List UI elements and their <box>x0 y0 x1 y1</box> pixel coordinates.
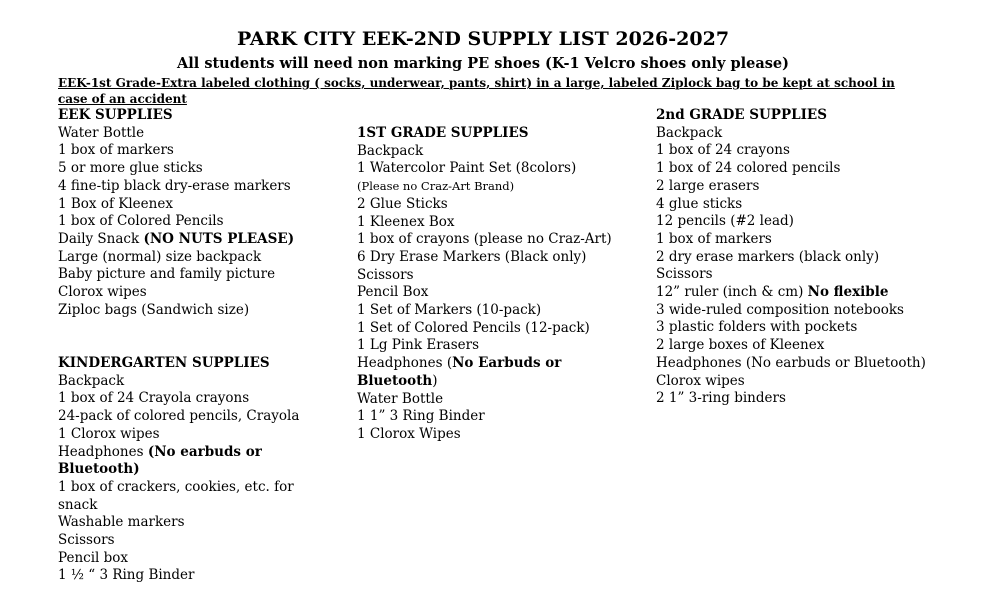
list-item: Washable markers <box>58 514 185 531</box>
list-item-text: Daily Snack <box>58 230 144 247</box>
second-grade-heading: 2nd GRADE SUPPLIES <box>656 107 827 123</box>
list-item: 2 large boxes of Kleenex <box>656 337 825 354</box>
list-item: 12 pencils (#2 lead) <box>656 213 794 230</box>
list-item-text: Headphones <box>58 443 148 460</box>
list-item <box>357 355 622 390</box>
list-item: 2 1” 3-ring binders <box>656 390 786 407</box>
list-item <box>656 284 956 302</box>
list-item-text: 1 Watercolor Paint Set (8colors) <box>357 160 577 177</box>
list-item: Scissors <box>58 532 115 549</box>
list-item: 3 wide-ruled composition notebooks <box>656 301 904 318</box>
list-item: Clorox wipes <box>656 372 745 389</box>
kindergarten-supplies-section <box>58 355 298 585</box>
list-item: 2 large erasers <box>656 177 760 194</box>
no-earbuds-note: (No earbuds or Bluetooth) <box>58 443 262 478</box>
list-item: 1 box of crackers, cookies, etc. for snack <box>58 478 294 513</box>
list-item: 1 box of Colored Pencils <box>58 213 224 230</box>
first-grade-supplies-section <box>357 125 622 444</box>
list-item: 1 box of crayons (please no Craz-Art) <box>357 231 612 248</box>
list-item: 1 box of 24 Crayola crayons <box>58 390 250 407</box>
page-title: PARK CITY EEK-2ND SUPPLY LIST 2026-2027 <box>236 28 730 50</box>
list-item <box>357 160 622 195</box>
list-item-text: Headphones ( <box>357 355 453 372</box>
list-item: Clorox wipes <box>58 284 147 301</box>
list-item: Large (normal) size backpack <box>58 248 262 265</box>
eek-supplies-section <box>58 107 348 319</box>
list-item: 24-pack of colored pencils, Crayola <box>58 408 300 425</box>
list-item: 1 ½ “ 3 Ring Binder <box>58 567 195 584</box>
list-item: 1 Set of Colored Pencils (12-pack) <box>357 319 590 336</box>
no-earbuds-note: No Earbuds or Bluetooth <box>357 355 562 389</box>
list-item <box>58 444 298 479</box>
list-item: 3 plastic folders with pockets <box>656 319 858 336</box>
list-item: Backpack <box>58 372 125 389</box>
list-item: 2 dry erase markers (black only) <box>656 248 880 265</box>
list-item: 1 1” 3 Ring Binder <box>357 408 485 425</box>
list-item: Scissors <box>656 266 713 283</box>
list-item: 1 Kleenex Box <box>357 213 455 230</box>
list-item: 1 Clorox Wipes <box>357 425 461 442</box>
no-nuts-note: (NO NUTS PLEASE) <box>143 230 295 247</box>
list-item: Backpack <box>656 124 723 141</box>
list-item: 4 fine-tip black dry-erase markers <box>58 177 291 194</box>
list-item: 1 box of markers <box>58 142 174 159</box>
first-grade-heading: 1ST GRADE SUPPLIES <box>357 125 529 141</box>
second-grade-supplies-section <box>656 107 956 408</box>
paint-brand-note: (Please no Craz-Art Brand) <box>357 179 515 194</box>
list-item: Water Bottle <box>58 124 145 141</box>
list-item <box>58 231 348 249</box>
eek-heading: EEK SUPPLIES <box>58 107 173 123</box>
list-item: Backpack <box>357 142 424 159</box>
list-item: 1 Box of Kleenex <box>58 195 173 212</box>
list-item-text: 12” ruler (inch & cm) <box>656 284 808 301</box>
list-item: 1 Lg Pink Erasers <box>357 337 480 354</box>
list-item: 1 box of markers <box>656 230 772 247</box>
clothing-notice: EEK-1st Grade-Extra labeled clothing ( socks, underwear, pants, shirt) in a large, labeled Ziplock bag to be kept at school in case of an accident <box>58 76 895 106</box>
no-flexible-note: No flexible <box>807 284 889 301</box>
list-item: Ziploc bags (Sandwich size) <box>58 301 250 318</box>
list-item: 1 box of 24 crayons <box>656 142 790 159</box>
list-item: 1 Clorox wipes <box>58 425 160 442</box>
list-item: Water Bottle <box>357 390 444 407</box>
page-subtitle: All students will need non marking PE shoes (K-1 Velcro shoes only please) <box>177 55 789 72</box>
list-item: Pencil box <box>58 549 129 566</box>
kindergarten-heading: KINDERGARTEN SUPPLIES <box>58 355 270 371</box>
list-item: 5 or more glue sticks <box>58 160 203 177</box>
list-item: 6 Dry Erase Markers (Black only) <box>357 248 587 265</box>
list-item: 1 box of 24 colored pencils <box>656 160 841 177</box>
list-item-text: ) <box>432 372 438 389</box>
list-item: Baby picture and family picture <box>58 266 276 283</box>
list-item: Pencil Box <box>357 284 429 301</box>
list-item: 2 Glue Sticks <box>357 195 448 212</box>
list-item: Scissors <box>357 266 414 283</box>
list-item: 4 glue sticks <box>656 195 743 212</box>
list-item: 1 Set of Markers (10-pack) <box>357 302 542 319</box>
list-item: Headphones (No earbuds or Bluetooth) <box>656 354 926 371</box>
